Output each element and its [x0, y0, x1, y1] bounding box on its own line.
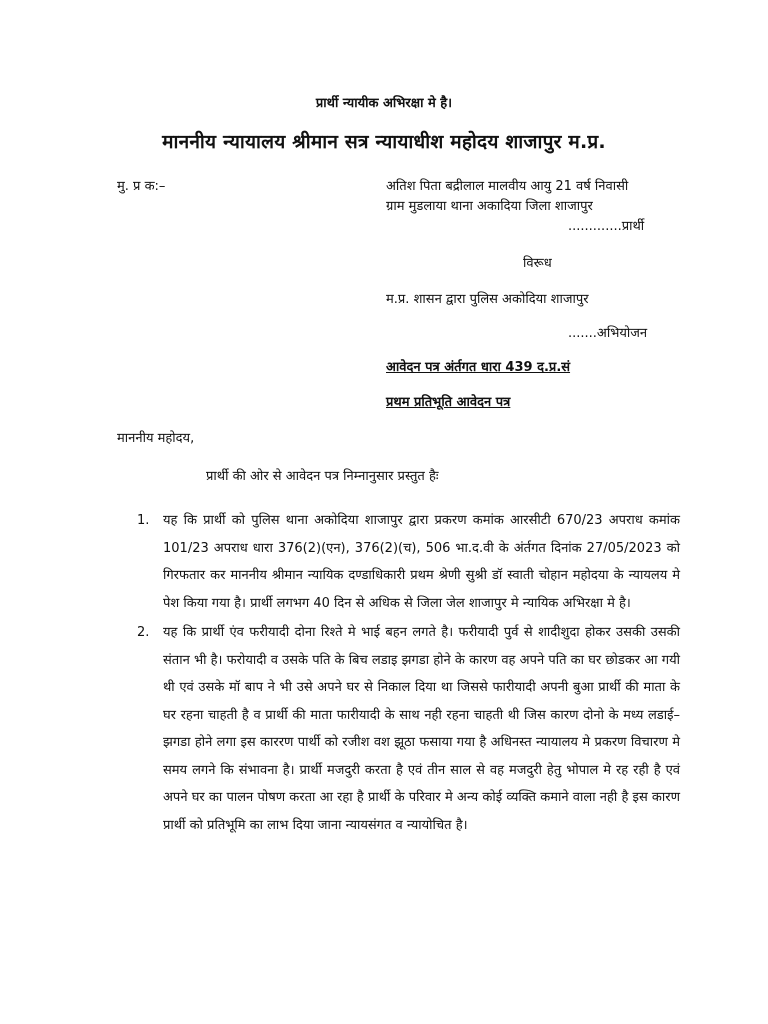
custody-note: प्रार्थी न्यायीक अभिरक्षा मे है। — [315, 96, 453, 111]
list-item — [117, 507, 680, 617]
case-number-label: मु. प्र क:– — [117, 179, 166, 194]
point-number: 2. — [137, 625, 150, 640]
respondent-line-1: म.प्र. शासन द्वारा पुलिस अकोदिया शाजापुर — [386, 292, 589, 307]
point-number: 1. — [137, 513, 150, 528]
point-text: यह कि प्रार्थी को पुलिस थाना अकोदिया शाजापुर द्वारा प्रकरण कमांक आरसीटी 670/23 अपराध कमांक 101/23 अपराध धारा 376(2)(एन), 376(2)(च), 506 भा.द.वी के अंर्तगत दिनांक 27/05/2023 को गिरफतार कर माननीय श्रीमान न्यायिक दण्डाधिकारी प्रथम श्रेणी सुश्री डॉ स्वाती चोहान महोदया के न्यायलय मे पेश किया गया है। प्रार्थी लगभग 40 दिन से अधिक से जिला जेल शाजापुर मे न्यायिक अभिरक्षा मे है। — [163, 513, 680, 611]
salutation: माननीय महोदय, — [117, 431, 195, 446]
applicant-role: .............प्रार्थी — [568, 219, 645, 234]
applicant-line-1: अतिश पिता बद्रीलाल मालवीय आयु 21 वर्ष निवासी — [386, 179, 629, 194]
versus-label: विरूध — [523, 256, 552, 271]
court-title: माननीय न्यायालय श्रीमान सत्र न्यायाधीश महोदय शाजापुर म.प्र. — [162, 131, 606, 153]
subject-heading: आवेदन पत्र अंर्तगत धारा 439 द.प्र.सं — [386, 360, 571, 375]
applicant-line-2: ग्राम मुडलाया थाना अकादिया जिला शाजापुर — [386, 199, 593, 214]
numbered-points — [117, 507, 680, 839]
list-item — [117, 619, 680, 839]
respondent-role: .......अभियोजन — [568, 326, 648, 341]
point-text: यह कि प्रार्थी एंव फरीयादी दोना रिश्ते मे भाई बहन लगते है। फरीयादी पुर्व से शादीशुदा होकर उसकी उसकी संतान भी है। फरोयादी व उसके पति के बिच लडाइ झगडा होने के कारण वह अपने पति का घर छोडकर आ गयी थी एवं उसके मॉ बाप ने भी उसे अपने घर से निकाल दिया था जिससे फारीयादी अपनी बुआ प्रार्थी की माता के घर रहना चाहती है व प्रार्थी की माता फारीयादी के साथ नही रहना चाहती थी जिस कारण दोनो के मध्य लडाई–झगडा होने लगा इस काररण पार्थी को रजीश वश झूठा फसाया गया है अधिनस्त न्यायालय मे प्रकरण विचारण मे समय लगने कि संभावना है। प्रार्थी मजदुरी करता है एवं तीन साल से वह मजदुरी हेतु भोपाल मे रह रही है एवं अपने घर का पालन पोषण करता आ रहा है प्रार्थी के परिवार मे अन्य कोई व्यक्ति कमाने वाला नही है इस कारण प्रार्थी को प्रतिभूमि का लाभ दिया जाना न्यायसंगत व न्यायोचित है। — [163, 625, 680, 833]
intro-paragraph: प्रार्थी की ओर से आवेदन पत्र निम्नानुसार प्रस्तुत हैः — [206, 469, 439, 484]
subject-subheading: प्रथम प्रतिभूति आवेदन पत्र — [386, 395, 511, 410]
